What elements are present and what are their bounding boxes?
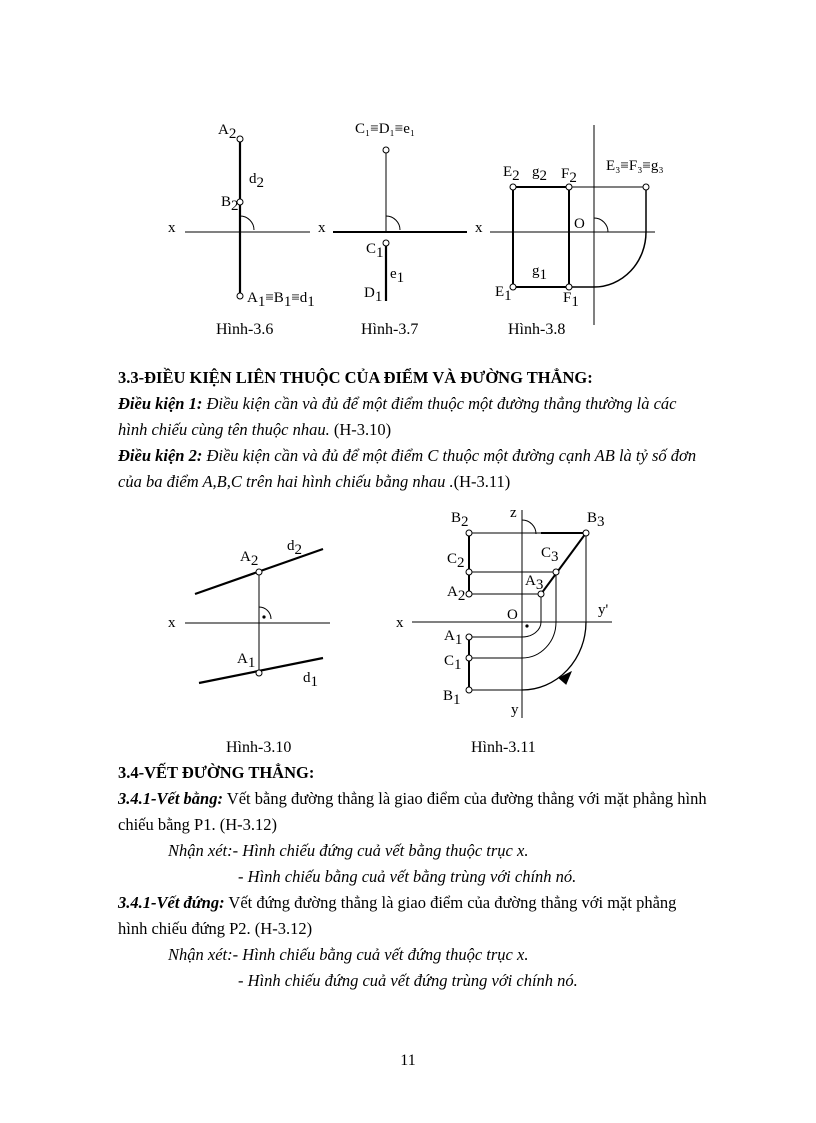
- point-a1: [256, 670, 262, 676]
- point-c1: [383, 240, 389, 246]
- point-a1: [237, 293, 243, 299]
- label-b2: B2: [451, 510, 469, 530]
- section-3-4-heading: 3.4-VẾT ĐƯỜNG THẲNG:: [118, 763, 315, 782]
- point-a2: [237, 136, 243, 142]
- section-3-3-heading: 3.3-ĐIỀU KIỆN LIÊN THUỘC CỦA ĐIỂM VÀ ĐƯỜNG THẲNG:: [118, 368, 593, 387]
- arc-b: [522, 622, 586, 690]
- label-c2: C2: [447, 551, 465, 571]
- label-e1: E1: [495, 284, 512, 304]
- condition-2-ref: (H-3.11): [453, 472, 511, 491]
- origin-dot: [525, 624, 528, 627]
- label-c1-d1-e1: C₁≡D₁≡e₁: [355, 121, 416, 137]
- condition-1-text: Điều kiện cần và đủ để một điểm thuộc một đường thẳng thường là các hình chiếu cùng tên thuộc nhau.: [118, 394, 677, 439]
- condition-2-text: Điều kiện cần và đủ để một điểm C thuộc một đường cạnh AB là tỷ số đơn của ba điểm A,B,C trên hai hình chiếu bằng nhau .: [118, 446, 697, 491]
- condition-1-label: Điều kiện 1:: [118, 394, 203, 413]
- condition-1: [118, 391, 708, 443]
- label-a1-b1-d1: A1≡B1≡d1: [247, 290, 315, 310]
- label-b2: B2: [221, 194, 239, 214]
- label-x-38: x: [475, 220, 483, 236]
- label-e3-f3-g3: E₃≡F₃≡g₃: [606, 158, 664, 174]
- label-z: z: [510, 505, 517, 521]
- label-g2: g2: [532, 164, 547, 184]
- vet-dung-label: 3.4.1-Vết đứng:: [118, 893, 225, 912]
- paragraph-vet-bang: [118, 786, 708, 838]
- label-d1: d1: [303, 670, 318, 690]
- vet-bang-note-1: Nhận xét:- Hình chiếu đứng cuả vết bằng thuộc trục x.: [168, 841, 529, 860]
- figure-3-10: [185, 549, 330, 683]
- right-angle-dot: [262, 615, 265, 618]
- vet-dung-text: Vết đứng đường thẳng là giao điểm của đường thẳng với mặt phẳng hình chiếu đứng P2. (H-3.12): [118, 893, 677, 938]
- point-c1-d1: [383, 147, 389, 153]
- label-f2: F2: [561, 166, 577, 186]
- right-angle-arc: [522, 520, 536, 534]
- point-b3: [583, 530, 589, 536]
- label-d2: d2: [249, 171, 264, 191]
- paragraph-vet-dung: [118, 890, 708, 942]
- arc-arrowhead: [559, 672, 571, 684]
- point-c2: [466, 569, 472, 575]
- caption-3-7: Hình-3.7: [361, 321, 419, 338]
- right-angle-arc: [594, 218, 608, 232]
- caption-3-10: Hình-3.10: [226, 739, 292, 756]
- label-x-311: x: [396, 615, 404, 631]
- caption-3-8: Hình-3.8: [508, 321, 566, 338]
- condition-1-ref: (H-3.10): [329, 420, 392, 439]
- point-e2: [510, 184, 516, 190]
- label-a2: A2: [240, 549, 259, 569]
- label-a2: A2: [218, 122, 237, 142]
- label-b1: B1: [443, 688, 461, 708]
- section-3-3: [118, 365, 708, 495]
- label-d1: D1: [364, 285, 383, 305]
- label-b3: B3: [587, 510, 605, 530]
- label-e2: E2: [503, 164, 520, 184]
- section-3-4: [118, 760, 708, 994]
- point-b1: [466, 687, 472, 693]
- label-a1: A1: [237, 651, 256, 671]
- label-x-36: x: [168, 220, 176, 236]
- vet-bang-note-2: - Hình chiếu bằng cuả vết bằng trùng với chính nó.: [238, 867, 577, 886]
- label-c1: C1: [444, 653, 462, 673]
- label-y-prime: y': [598, 602, 609, 618]
- label-c3: C3: [541, 545, 559, 565]
- label-e1: e1: [390, 266, 405, 286]
- label-a2: A2: [447, 584, 466, 604]
- page-number: 11: [400, 1052, 416, 1069]
- label-o-311: O: [507, 607, 518, 623]
- label-g1: g1: [532, 263, 547, 283]
- caption-3-11: Hình-3.11: [471, 739, 536, 756]
- transfer-arc: [594, 232, 646, 287]
- point-g3: [643, 184, 649, 190]
- point-a2: [466, 591, 472, 597]
- right-angle-arc: [240, 216, 254, 230]
- caption-3-6: Hình-3.6: [216, 321, 274, 338]
- vet-bang-text: Vết bằng đường thẳng là giao điểm của đường thẳng với mặt phẳng hình chiếu bằng P1. (H-3.12): [118, 789, 707, 834]
- segment-a3-b3: [541, 533, 586, 594]
- label-a1: A1: [444, 628, 463, 648]
- point-c3: [553, 569, 559, 575]
- label-o-38: O: [574, 216, 585, 232]
- figure-3-6: [185, 136, 310, 299]
- label-d2: d2: [287, 538, 302, 558]
- label-x-37: x: [318, 220, 326, 236]
- label-y: y: [511, 702, 519, 718]
- vet-dung-note-1: Nhận xét:- Hình chiếu bằng cuả vết đứng thuộc trục x.: [168, 945, 529, 964]
- point-c1: [466, 655, 472, 661]
- condition-2: [118, 443, 708, 495]
- point-b2: [466, 530, 472, 536]
- point-a2: [256, 569, 262, 575]
- label-f1: F1: [563, 290, 579, 310]
- label-c1: C1: [366, 241, 384, 261]
- vet-dung-note-2: - Hình chiếu đứng cuả vết đứng trùng với chính nó.: [238, 971, 578, 990]
- label-a3: A3: [525, 573, 544, 593]
- vet-bang-label: 3.4.1-Vết bằng:: [118, 789, 223, 808]
- point-a1: [466, 634, 472, 640]
- label-x-310: x: [168, 615, 176, 631]
- condition-2-label: Điều kiện 2:: [118, 446, 203, 465]
- right-angle-arc: [386, 216, 400, 230]
- arc-a: [522, 622, 541, 637]
